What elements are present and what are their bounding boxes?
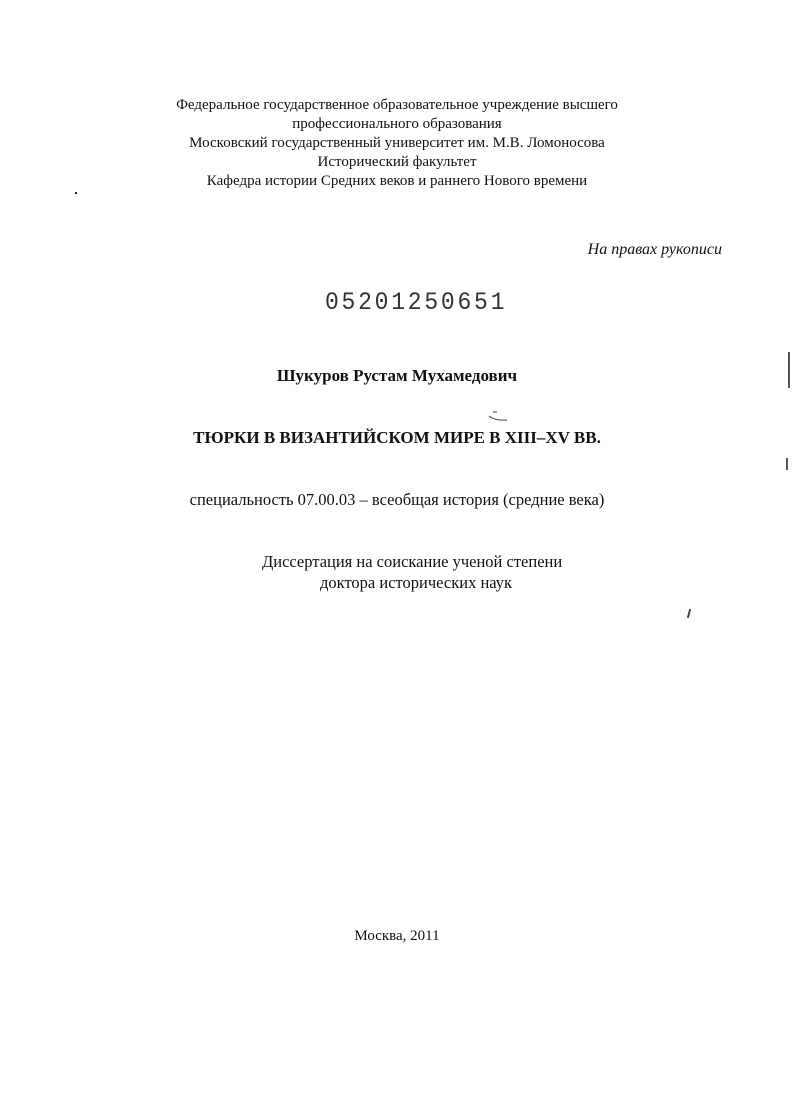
degree-line-2: доктора исторических наук (320, 573, 513, 592)
dissertation-title: ТЮРКИ В ВИЗАНТИЙСКОМ МИРЕ В XIII–XV ВВ. (193, 428, 601, 447)
city-year: Москва, 2011 (354, 928, 440, 944)
scan-speck (75, 192, 77, 194)
author-name: Шукуров Рустам Мухамедович (276, 366, 518, 385)
registration-number: 05201250651 (325, 288, 508, 317)
institution-line-2: профессионального образования (292, 116, 502, 132)
degree-statement (262, 551, 562, 593)
pen-mark-icon (487, 410, 511, 422)
institution-line-4: Исторический факультет (317, 154, 477, 170)
scan-tick-mark (687, 609, 691, 618)
manuscript-note: На правах рукописи (587, 241, 722, 258)
degree-line-1: Диссертация на соискание ученой степени (262, 552, 563, 571)
institution-line-5: Кафедра истории Средних веков и раннего Нового времени (206, 173, 588, 189)
scan-edge-mark (788, 352, 790, 388)
scan-edge-mark (786, 458, 788, 470)
specialty-line: специальность 07.00.03 – всеобщая история (средние века) (189, 490, 605, 509)
institution-line-1: Федеральное государственное образовательное учреждение высшего (176, 97, 618, 113)
institution-block (0, 96, 794, 191)
institution-line-3: Московский государственный университет им. М.В. Ломоносова (189, 135, 605, 151)
